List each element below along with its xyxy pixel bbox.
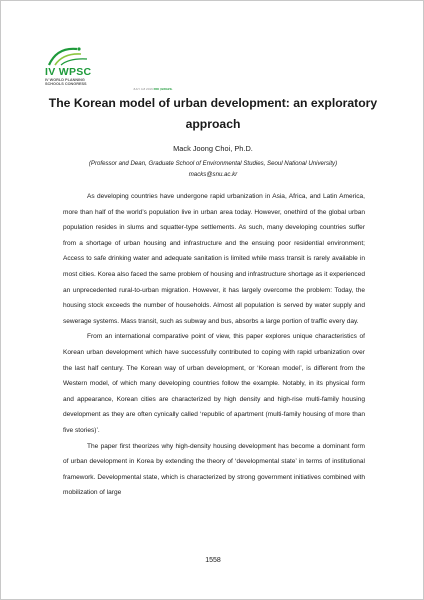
logo-dates-place: RIO | BRAZIL bbox=[153, 87, 173, 91]
logo-dates bbox=[133, 87, 172, 91]
body-paragraph-3: The paper first theorizes why high-density housing development has become a dominant form of urban development in Korea by extending the theory of ‘developmental state’ in terms of institutional framework. Developmental state, which is characterized by strong government initiatives combined with mobilization of large bbox=[63, 442, 365, 497]
paper-affiliation: (Professor and Dean, Graduate School of Environmental Studies, Seoul National University) bbox=[88, 160, 338, 167]
body-paragraph-2: From an international comparative point of view, this paper explores unique characteristics of Korean urban development which have successfully contributed to coping with rapid urbanization over the last half century. The Korean way of urban development, or ‘Korean model’, is different from the Western model, of which many developing countries follow the example. Notably, in its physical form and appearance, Korean cities are characterized by high density and high-rise multi-family housing development as they are often cynically called ‘republic of apartment (multi-family housing of more than five stories)’. bbox=[63, 333, 365, 434]
logo-arc-icon bbox=[47, 45, 97, 67]
paper-email: macks@snu.ac.kr bbox=[188, 171, 238, 178]
paper-title: The Korean model of urban development: an exploratory approach bbox=[48, 96, 378, 131]
congress-logo bbox=[41, 45, 171, 91]
paper-body bbox=[63, 189, 365, 501]
logo-title: IV WPSC bbox=[45, 66, 92, 78]
paper-author: Mack Joong Choi, Ph.D. bbox=[173, 144, 253, 153]
logo-dates-prefix: JULY 4-8 2016 bbox=[133, 87, 153, 91]
logo-subtitle: IV WORLD PLANNING SCHOOLS CONGRESS bbox=[45, 78, 87, 87]
body-paragraph-1: As developing countries have undergone rapid urbanization in Asia, Africa, and Latin America, more than half of the world’s population live in urban area today. However, onethird of the global urban population resides in slums and squatter-type settlements. As such, many developing countries suffer from a shortage of urban housing and infrastructure and the ensuing poor residential environment; Access to safe drinking water and adequate sanitation is limited while mass transit is rarely available in most cities. Korea also faced the same problem of housing and infrastructure shortage as it experienced an unprecedented rural-to-urban migration. However, it has largely overcome the problem: Today, the housing stock exceeds the number of households. Almost all population is served by water supply and sewerage systems. Mass transit, such as subway and bus, absorbs a large portion of traffic every day. bbox=[63, 193, 365, 325]
page-number: 1558 bbox=[205, 557, 221, 564]
